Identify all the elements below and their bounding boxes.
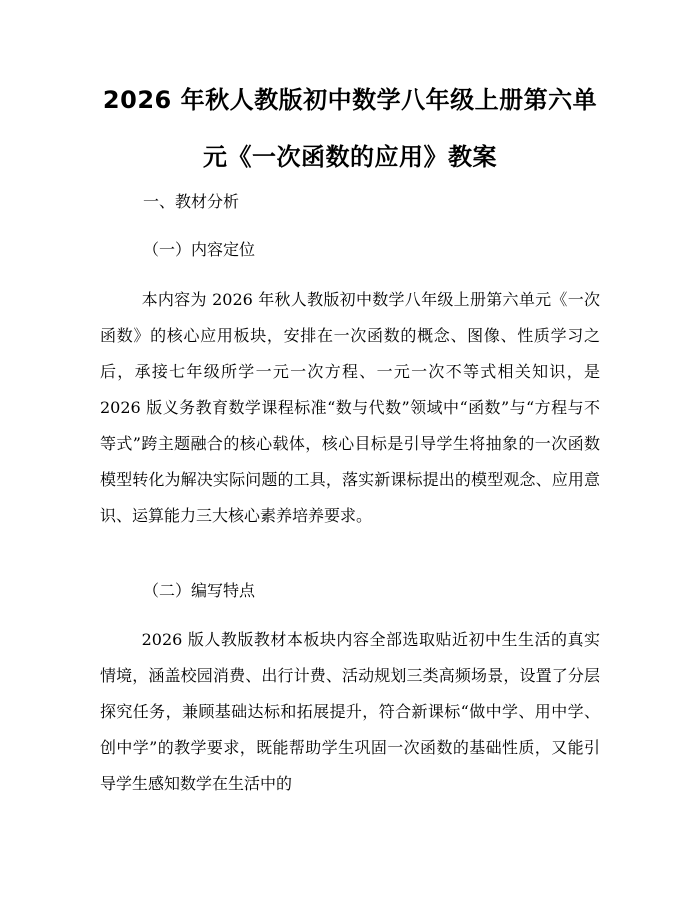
document-title-line-1: 2026 年秋人教版初中数学八年级上册第六单: [102, 86, 598, 114]
paragraph-writing-features: 2026 版人教版教材本板块内容全部选取贴近初中生生活的真实情境，涵盖校园消费、出行计费、活动规划三类高频场景，设置了分层探究任务，兼顾基础达标和拓展提升，符合新课标“做中学、用中学、创中学”的教学要求，既能帮助学生巩固一次函数的基础性质，又能引导学生感知数学在生活中的: [100, 630, 600, 793]
section-heading-textbook-analysis: 一、教材分析: [143, 192, 240, 211]
subsection-heading-writing-features: （二）编写特点: [143, 581, 256, 600]
paragraph-content-positioning: 本内容为 2026 年秋人教版初中数学八年级上册第六单元《一次函数》的核心应用板块，安排在一次函数的概念、图像、性质学习之后，承接七年级所学一元一次方程、一元一次不等式相关知识，是 2026 版义务教育数学课程标准“数与代数”领域中“函数”与“方程与不等式”跨主题融合的核心载体，核心目标是引导学生将抽象的一次函数模型转化为解决实际问题的工具，落实新课标提出的模型观念、应用意识、运算能力三大核心素养培养要求。: [100, 290, 600, 525]
document-title-line-2: 元《一次函数的应用》教案: [203, 143, 497, 171]
subsection-heading-content-positioning: （一）内容定位: [143, 240, 256, 259]
